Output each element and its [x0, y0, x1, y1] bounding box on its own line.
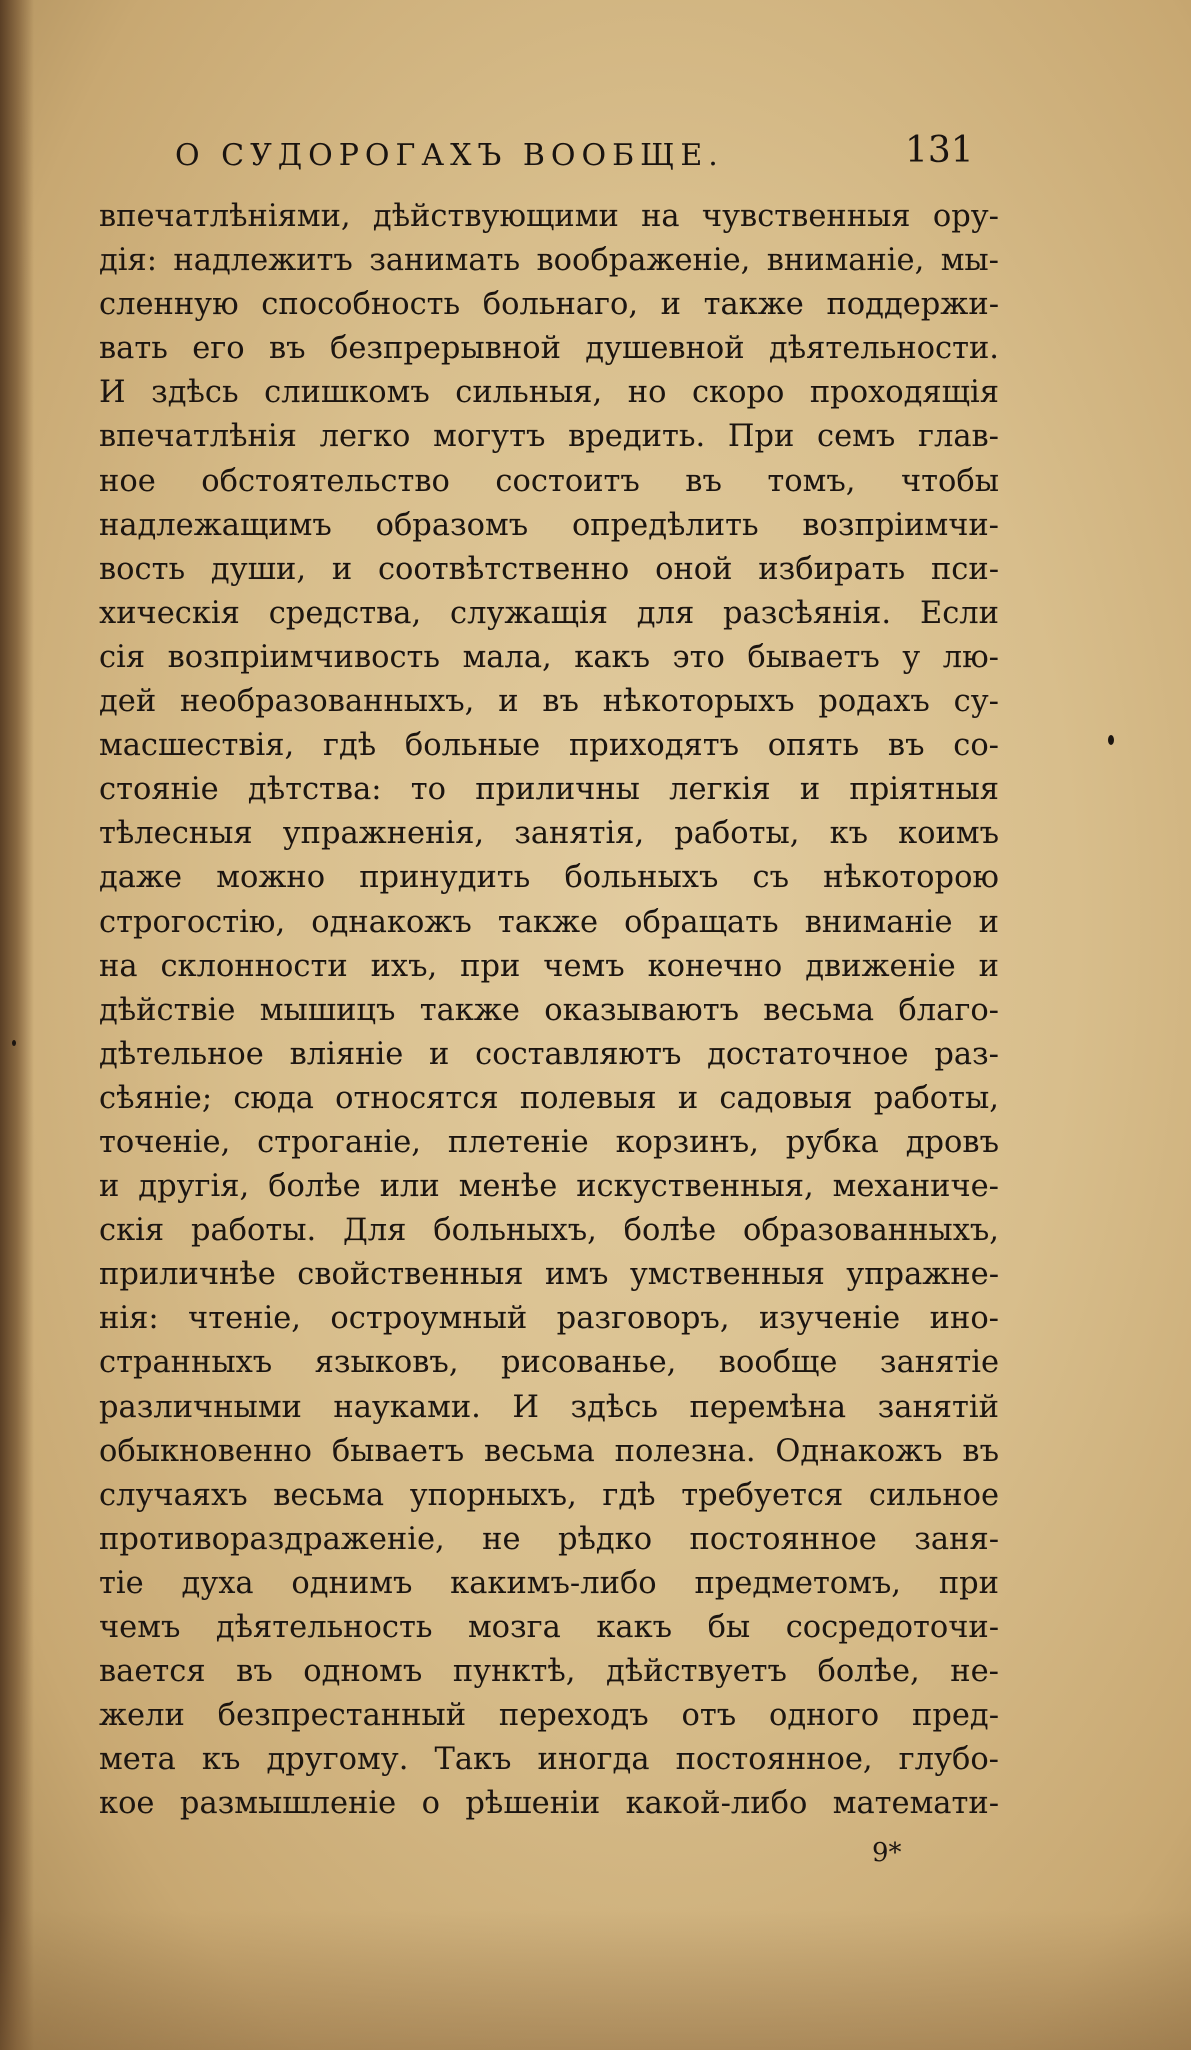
text-line: странныхъ языковъ, рисованье, вообще занятіе	[99, 1345, 999, 1381]
text-line: дей необразованныхъ, и въ нѣкоторыхъ родахъ су-	[99, 684, 999, 720]
text-line: вать его въ безпрерывной душевной дѣятельности.	[99, 331, 999, 367]
text-line: стояніе дѣтства: то приличны легкія и пріятныя	[99, 772, 999, 808]
text-line: случаяхъ весьма упорныхъ, гдѣ требуется сильное	[99, 1477, 999, 1513]
text-line: дія: надлежитъ занимать воображеніе, вниманіе, мы-	[99, 243, 999, 279]
text-line: обыкновенно бываетъ весьма полезна. Однакожъ въ	[99, 1433, 999, 1469]
text-line: масшествія, гдѣ больные приходятъ опять въ со-	[99, 728, 999, 764]
text-line: жели безпрестанный переходъ отъ одного пред-	[99, 1698, 999, 1734]
text-line: и другія, болѣе или менѣе искуственныя, механиче-	[99, 1169, 999, 1205]
text-line: различными науками. И здѣсь перемѣна занятій	[99, 1389, 999, 1425]
text-line: дѣтельное вліяніе и составляютъ достаточное раз-	[99, 1036, 999, 1072]
text-line: скія работы. Для больныхъ, болѣе образованныхъ,	[99, 1213, 999, 1249]
signature-mark: 9*	[872, 1838, 902, 1868]
text-line: впечатлѣніями, дѣйствующими на чувственныя ору-	[99, 199, 999, 234]
text-line: сѣяніе; сюда относятся полевыя и садовыя работы,	[99, 1080, 999, 1116]
text-line: на склонности ихъ, при чемъ конечно движеніе и	[99, 948, 999, 984]
text-line: ное обстоятельство состоитъ въ томъ, чтобы	[99, 463, 999, 499]
text-line: противораздраженіе, не рѣдко постоянное заня-	[99, 1521, 999, 1557]
text-line: дѣйствіе мышицъ также оказываютъ весьма благо-	[99, 992, 999, 1028]
page-stain	[0, 1910, 1191, 2050]
text-line: вается въ одномъ пунктѣ, дѣйствуетъ болѣе, не-	[99, 1654, 999, 1690]
page-binding-edge	[0, 0, 34, 2050]
running-title: О СУДОРОГАХЪ ВООБЩЕ.	[175, 138, 724, 173]
ink-speck	[1108, 735, 1114, 745]
text-line: вость души, и соотвѣтственно оной избирать пси-	[99, 551, 999, 587]
text-line: надлежащимъ образомъ опредѣлить возпріимчи-	[99, 507, 999, 543]
text-line: сленную способность больнаго, и также поддержи-	[99, 287, 999, 323]
text-line: точеніе, строганіе, плетеніе корзинъ, рубка дровъ	[99, 1124, 999, 1160]
text-line: строгостію, однакожъ также обращать вниманіе и	[99, 904, 999, 940]
ink-speck	[12, 1040, 16, 1046]
text-line: приличнѣе свойственныя имъ умственныя упражне-	[99, 1257, 999, 1293]
text-line: И здѣсь слишкомъ сильныя, но скоро проходящія	[99, 375, 999, 411]
text-line: чемъ дѣятельность мозга какъ бы сосредоточи-	[99, 1610, 999, 1645]
page-number: 131	[905, 130, 974, 171]
text-line: сія возпріимчивость мала, какъ это бываетъ у лю-	[99, 639, 999, 675]
text-line: впечатлѣнія легко могутъ вредить. При семъ глав-	[99, 419, 999, 455]
text-line: нія: чтеніе, остроумный разговоръ, изученіе ино-	[99, 1301, 999, 1337]
body-text	[99, 195, 999, 1826]
text-line: даже можно принудить больныхъ съ нѣкоторою	[99, 860, 999, 896]
text-line: тѣлесныя упражненія, занятія, работы, къ коимъ	[99, 816, 999, 852]
text-line: кое размышленіе о рѣшеніи какой-либо математи-	[99, 1786, 999, 1822]
text-line: мета къ другому. Такъ иногда постоянное, глубо-	[99, 1742, 999, 1778]
text-line: хическія средства, служащія для разсѣянія. Если	[99, 595, 999, 631]
text-line: тіе духа однимъ какимъ-либо предметомъ, при	[99, 1565, 999, 1601]
